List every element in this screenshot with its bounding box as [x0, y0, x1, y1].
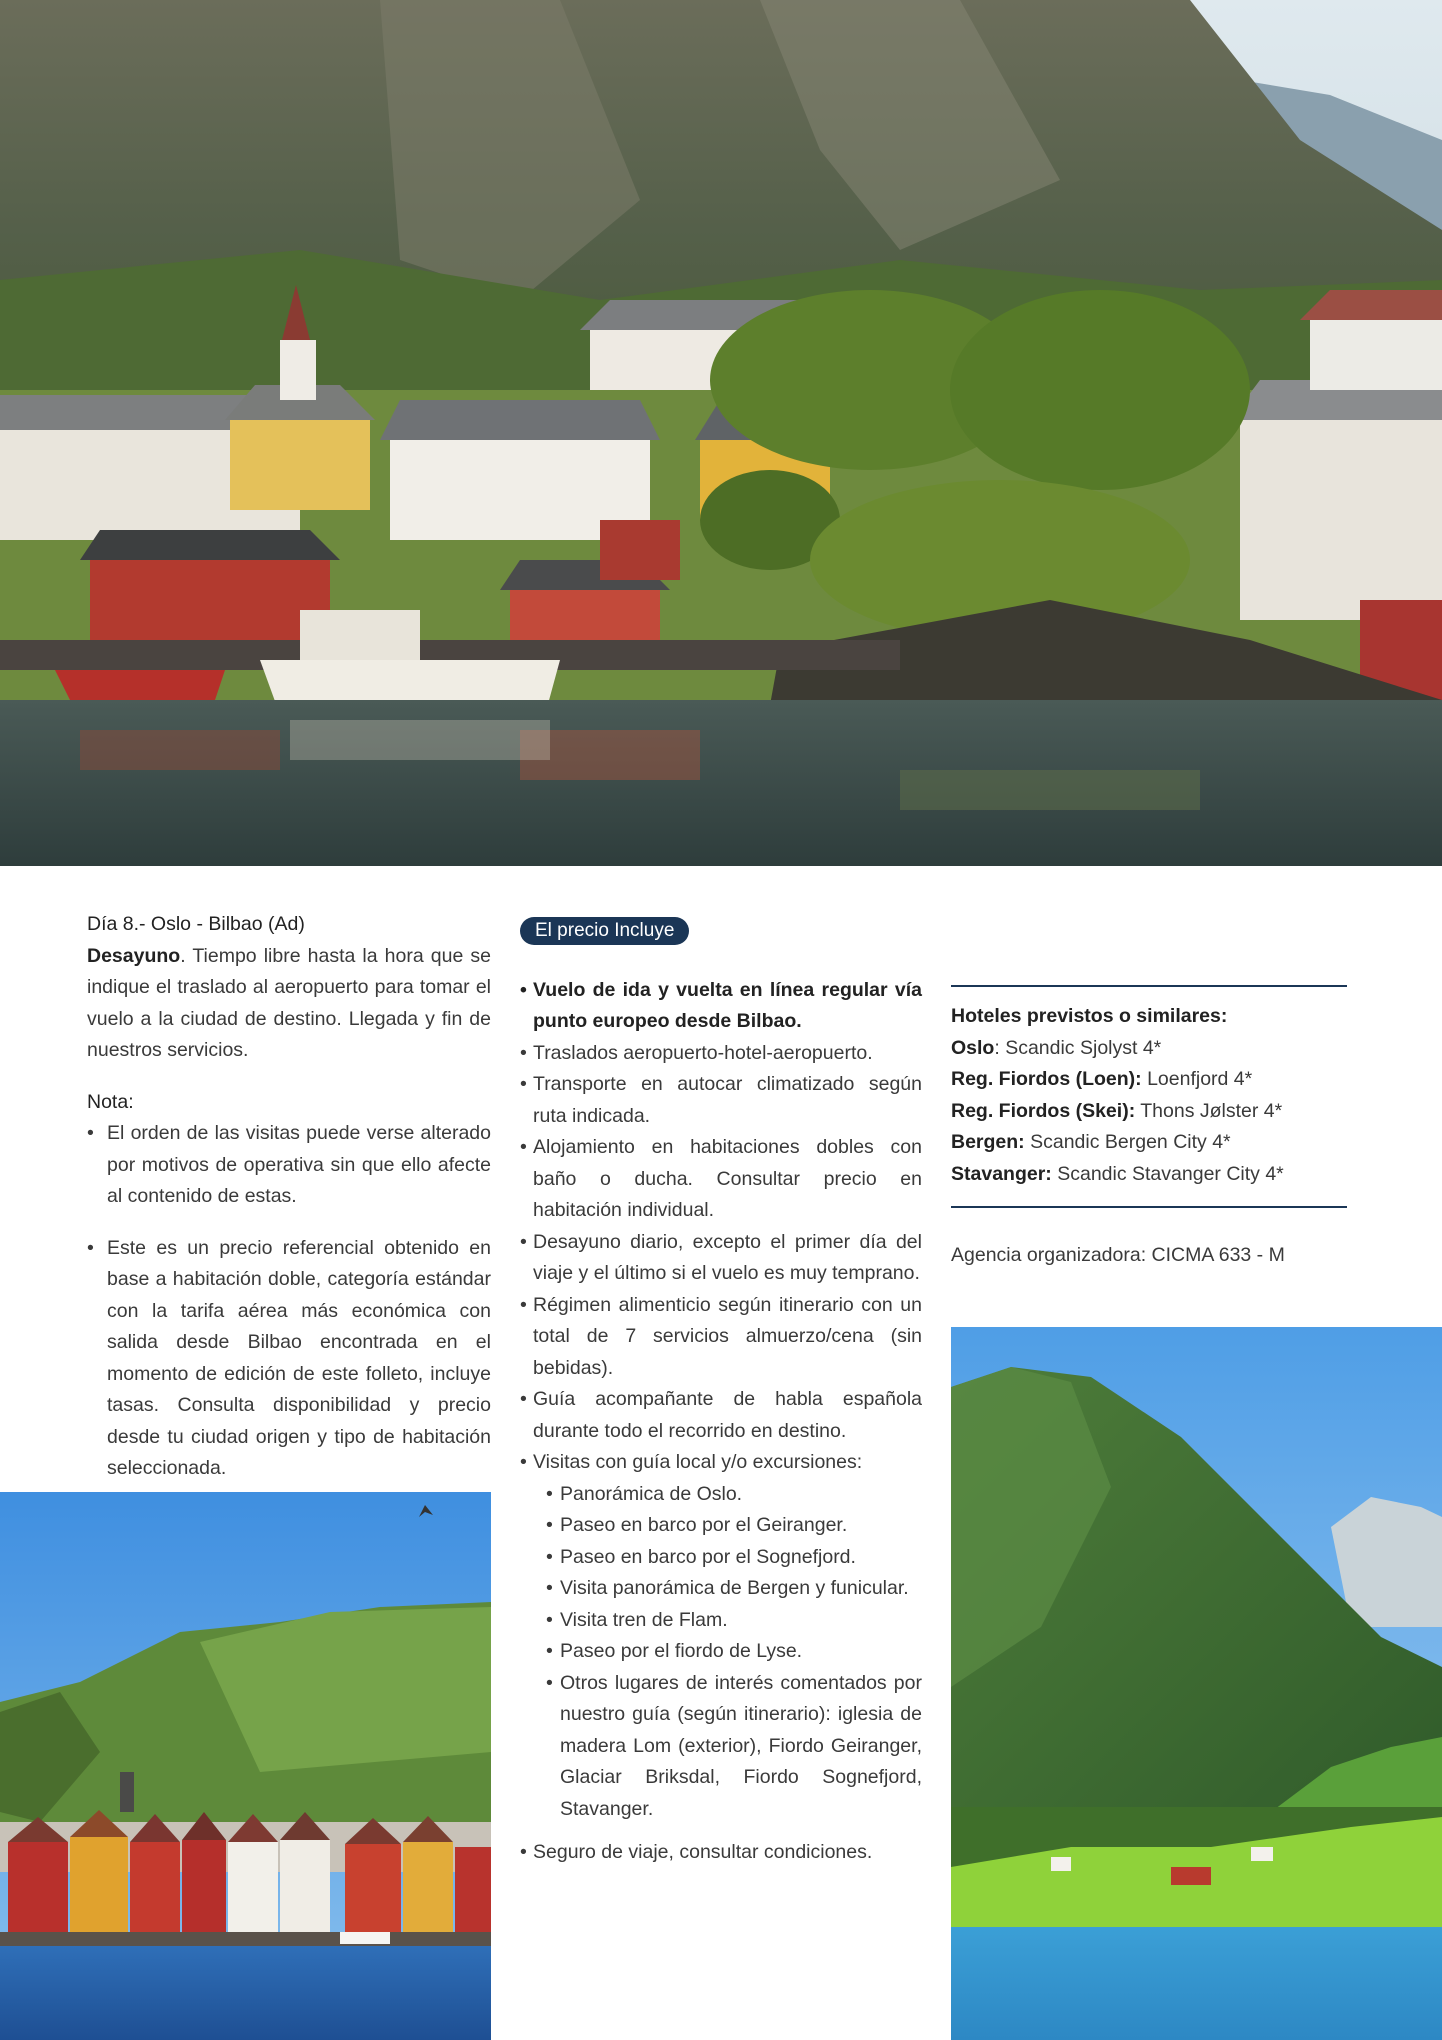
divider — [951, 1206, 1347, 1208]
divider — [951, 985, 1347, 987]
list-item: • Visita tren de Flam. — [546, 1605, 922, 1637]
note-title — [87, 1087, 491, 1119]
list-item: • Vuelo de ida y vuelta en línea regular vía punto europeo desde Bilbao. — [520, 975, 922, 1038]
hero-photo-harbor-village — [0, 0, 1442, 866]
hotel-entry — [951, 1127, 1347, 1159]
agency-text: Agencia organizadora: CICMA 633 - M — [951, 1244, 1285, 1266]
hotel-name: Scandic Sjolyst 4* — [1005, 1036, 1162, 1059]
hotel-entry — [951, 1159, 1347, 1191]
list-item: • El orden de las visitas puede verse alterado por motivos de operativa sin que ello afecte al contenido de estas. — [87, 1118, 491, 1213]
visits-list — [533, 1479, 922, 1826]
list-item: • Este es un precio referencial obtenido en base a habitación doble, categoría estándar con la tarifa aérea más económica con salida desde Bilbao encontrada en el momento de edición de este folleto, incluye tasas. Consulta disponibilidad y precio desde tu ciudad origen y tipo de habitación seleccionada. — [87, 1233, 491, 1485]
price-includes-badge: El precio Incluye — [520, 917, 689, 945]
hotel-city: Reg. Fiordos (Skei): — [951, 1099, 1136, 1122]
list-item: • Visita panorámica de Bergen y funicular. — [546, 1573, 922, 1605]
day-description — [87, 941, 491, 1067]
list-item: • Paseo por el fiordo de Lyse. — [546, 1636, 922, 1668]
day-text: . Tiempo libre hasta la hora que se indique el traslado al aeropuerto para tomar el vuelo a la ciudad de destino. Llegada y fin de nuestros servicios. — [87, 944, 491, 1061]
list-item: • Paseo en barco por el Sognefjord. — [546, 1542, 922, 1574]
list-item: • Panorámica de Oslo. — [546, 1479, 922, 1511]
list-item: • Transporte en autocar climatizado según ruta indicada. — [520, 1069, 922, 1132]
list-item: • Traslados aeropuerto-hotel-aeropuerto. — [520, 1038, 922, 1070]
list-item: • Alojamiento en habitaciones dobles con baño o ducha. Consultar precio en habitación individual. — [520, 1132, 922, 1227]
middle-column — [520, 915, 922, 1869]
note-colon: : — [128, 1090, 134, 1113]
hotel-entry — [951, 1064, 1347, 1096]
hotel-sep: : — [994, 1036, 1006, 1059]
list-item: • Guía acompañante de habla española durante todo el recorrido en destino. — [520, 1384, 922, 1447]
hotel-city: Reg. Fiordos (Loen): — [951, 1068, 1142, 1090]
price-includes-list — [520, 975, 922, 1869]
note-title-text: Nota — [87, 1090, 129, 1113]
hotel-entry — [951, 1033, 1347, 1065]
hotel-name: Scandic Stavanger City 4* — [1057, 1162, 1284, 1185]
left-column — [87, 909, 491, 1485]
visits-label: Visitas con guía local y/o excursiones: — [533, 1451, 863, 1473]
right-column — [951, 985, 1347, 1272]
list-item: • Otros lugares de interés comentados por nuestro guía (según itinerario): iglesia de madera Lom (exterior), Fiordo Geiranger, Glaciar Briksdal, Fiordo Sognefjord, Stavanger. — [546, 1668, 922, 1826]
fjord-valley-photo — [951, 1327, 1442, 2040]
visits-item — [520, 1447, 922, 1825]
hotel-name: Scandic Bergen City 4* — [1030, 1131, 1231, 1153]
hotel-city: Oslo — [951, 1036, 995, 1059]
hotels-title: Hoteles previstos o similares: — [951, 1005, 1228, 1027]
day-lead: Desayuno — [87, 944, 181, 967]
note-list — [87, 1118, 491, 1485]
list-item: • Desayuno diario, excepto el primer día del viaje y el último si el vuelo es muy temprano. — [520, 1227, 922, 1290]
bergen-harbor-photo — [0, 1492, 491, 2040]
day-title: Día 8.- Oslo - Bilbao (Ad) — [87, 913, 305, 935]
list-item: • Seguro de viaje, consultar condiciones. — [520, 1837, 922, 1869]
hotel-city: Stavanger: — [951, 1162, 1052, 1185]
list-item: • Paseo en barco por el Geiranger. — [546, 1510, 922, 1542]
hotel-name: Thons Jølster 4* — [1140, 1099, 1283, 1122]
hotel-entry — [951, 1096, 1347, 1128]
hotel-name: Loenfjord 4* — [1147, 1068, 1253, 1090]
list-item: • Régimen alimenticio según itinerario con un total de 7 servicios almuerzo/cena (sin bebidas). — [520, 1290, 922, 1385]
hotel-city: Bergen: — [951, 1131, 1025, 1153]
